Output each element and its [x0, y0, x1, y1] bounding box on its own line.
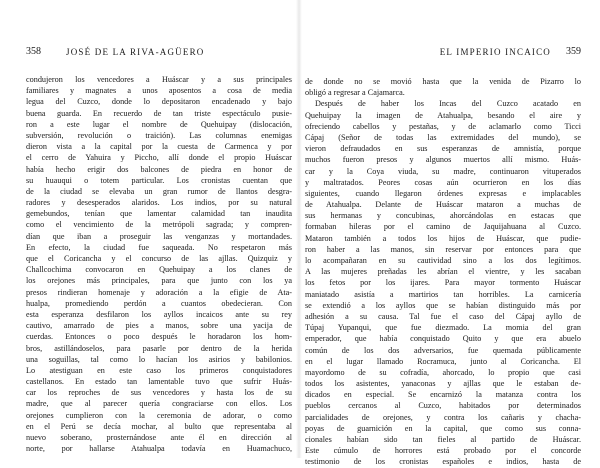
text-line: los orejones más principales, para que junto con los ya: [26, 276, 292, 286]
text-line: Este cúmulo de horrores está probado por el concorde: [305, 446, 581, 456]
text-line: Túpaj Yupanqui, que fue diezmado. La momia del gran: [305, 323, 581, 333]
text-line: En efecto, la ciudad fue saqueada. No respetaron más: [26, 242, 292, 252]
text-line: nuevo soberano, prosternándose ante él en dirección al: [26, 433, 292, 442]
text-line: esta esperanza desfilaron los ayllos incaicos ante su rey: [26, 309, 292, 319]
text-line: poyas de guarnición en la capital, que como sus conna-: [305, 423, 581, 433]
text-line: de donde no se movió hasta que la venida de Pizarro lo: [305, 77, 581, 86]
text-line: adhesión a su causa. Tal fue el caso del Cápaj ayllo de: [305, 311, 581, 321]
text-line: común de los dos adversarios, fue quemada públicamente: [305, 345, 581, 355]
text-line: dicados en especial. Se encarnizó la matanza contra los: [305, 390, 581, 400]
text-line: de la ciudad se elevaba un gran rumor de llantos desgra-: [26, 186, 292, 196]
left-page-text: [26, 74, 292, 454]
right-page-header: [305, 46, 581, 58]
text-line: los fetos por los ijares. Para mayor tormento Huáscar: [305, 278, 581, 288]
text-line: había hecho erigir dos balcones de piedra en honor de: [26, 164, 292, 174]
left-page: [26, 0, 292, 458]
text-line: Mataron también a todos los hijos de Huáscar, que pudie-: [305, 233, 581, 243]
text-line: su huauqui o totem particular. Los cronistas cuentan que: [26, 175, 292, 185]
text-line: formaban hileras por el camino de Jaquijahuana al Cuzco.: [305, 222, 581, 232]
text-line: madre, que al parecer quería congraciarse con ellos. Los: [26, 399, 292, 409]
text-line: maniatado asistía a martirios tan horribles. La carnicería: [305, 289, 581, 299]
text-line: Quehuipay la imagen de Atahualpa, besando el aire y: [305, 110, 581, 120]
text-line: mayordomo de su cofradía, ahorcado, lo propio que casi: [305, 367, 581, 377]
text-line: y maltratados. Peores cosas aún ocurrieron en los días: [305, 177, 581, 187]
text-line: muchos fueron presos y algunos muertos allí mismo. Huás-: [305, 155, 581, 165]
text-line: Cápaj (Señor de todas las extremidades del mundo), se: [305, 132, 581, 142]
text-line: que el Coricancha y el concurso de las ajllas. Quizquiz y: [26, 254, 292, 263]
text-line: de Atahualpa. Delante de Huáscar mataron a muchas de: [305, 200, 581, 210]
text-line: todos los asistentes, yanaconas y ajllas que le estaban de-: [305, 379, 581, 389]
text-line: siguientes, cuando llegaron órdenes expresas e implacables: [305, 188, 581, 198]
text-line: una soguillas, tal como lo hacían los asirios y babilonios.: [26, 354, 292, 364]
text-line: familiares y magnates a unos aposentos a cosa de media: [26, 86, 292, 96]
text-line: vieron defraudados en sus esperanzas de amnistía, porque: [305, 144, 581, 154]
text-line: Después de haber los Incas del Cuzco acatado en: [315, 99, 581, 109]
text-line: testimonio de los cronistas españoles e indios, hasta de: [305, 457, 581, 467]
text-line: pueblos cercanos al Cuzco, habitados por determinados: [305, 401, 581, 411]
text-line: lo acompañaran en su cautividad sino a los dos legítimos.: [305, 256, 581, 265]
text-line: presos rindieran homenaje y adoración a la efigie de Ata-: [26, 287, 292, 297]
text-line: en el Perú se decía mochar, al bulto que representaba al: [26, 421, 292, 431]
text-line: cionales habían sido tan fieles al partido de Huáscar.: [305, 435, 581, 444]
text-line: obligó a regresar a Cajamarca.: [305, 88, 405, 98]
text-line: Lo atestiguan en este caso los primeros conquistadores: [26, 365, 292, 375]
left-page-header: [26, 46, 292, 58]
text-line: parcialidades de orejones, y contra los cañaris y chacha-: [305, 412, 581, 422]
right-page-text: [305, 76, 581, 468]
text-line: dían que iban a proseguir las venganzas y mortandades.: [26, 231, 292, 241]
text-line: cuerdas. Entonces o poco después le horadaron los hom-: [26, 332, 292, 342]
left-running-head: JOSÉ DE LA RIVA-AGÜERO: [66, 47, 205, 57]
text-line: car los reproches de sus vencedores y hasta los de su: [26, 388, 292, 398]
text-line: subversión, revolución o traición). Las columnas enemigas: [26, 130, 292, 140]
text-line: orejones cumplieron con la ceremonia de adorar, o como: [26, 410, 292, 420]
text-line: bros, astillándoselos, para pasarle por dentro de la herida: [26, 343, 292, 353]
book-gutter: [296, 0, 302, 458]
text-line: hualpa, promediendo perdón a cuantos obedecieran. Con: [26, 298, 292, 308]
text-line: sus hermanas y concubinas, ahorcándolas en estacas que: [305, 211, 581, 221]
text-line: ofreciendo cabellos y pestañas, y de aclamarlo como Ticci: [305, 121, 581, 131]
text-line: norte, por hallarse Atahualpa todavía en Huamachuco,: [26, 444, 292, 454]
left-page-number: 358: [26, 46, 41, 57]
text-line: A las mujeres preñadas les abrían el vientre, y les sacaban: [305, 267, 581, 277]
text-line: gemebundos, tenían que lamentar calamidad tan inaudita: [26, 209, 292, 219]
text-line: castellanos. En estado tan lamentable tuvo que sufrir Huás-: [26, 377, 292, 387]
text-line: condujeron los vencedores a Huáscar y a sus principales: [26, 75, 292, 84]
text-line: en el lugar llamado Rocramuca, junto al Coricancha. El: [305, 356, 581, 366]
text-line: dieron vista a la capital por la cuesta de Carmenca y por: [26, 142, 292, 152]
text-line: ron haber a las manos, sin reservar por entonces para que: [305, 244, 581, 254]
text-line: el cerro de Yahuira y Piccho, allí donde el propio Huáscar: [26, 153, 292, 163]
right-page-number: 359: [566, 46, 581, 57]
text-line: car y la Coya viuda, su madre, continuaron vituperados: [305, 166, 581, 176]
text-line: cautivo, amarrado de pies a manos, sobre una yacija de: [26, 321, 292, 331]
text-line: se extendió a los ayllos que se habían distinguido más por: [305, 300, 581, 310]
text-line: como el vencimiento de la metrópoli sagrada; y compren-: [26, 220, 292, 230]
right-page: [305, 0, 581, 467]
right-running-head: EL IMPERIO INCAICO: [439, 47, 551, 57]
text-line: Challcochima convocaron en Quehuipay a los clanes de: [26, 265, 292, 275]
text-line: legua del Cuzco, donde lo depositaron encadenado y bajo: [26, 97, 292, 107]
text-line: emperador, que había conquistado Quito y que era abuelo: [305, 334, 581, 344]
text-line: ron a este lugar el nombre de Quehuipay (dislocación,: [26, 119, 292, 129]
text-line: radores y desesperados alaridos. Los indios, por su natural: [26, 198, 292, 208]
text-line: buena guarda. En recuerdo de tan triste espectáculo pusie-: [26, 108, 292, 118]
